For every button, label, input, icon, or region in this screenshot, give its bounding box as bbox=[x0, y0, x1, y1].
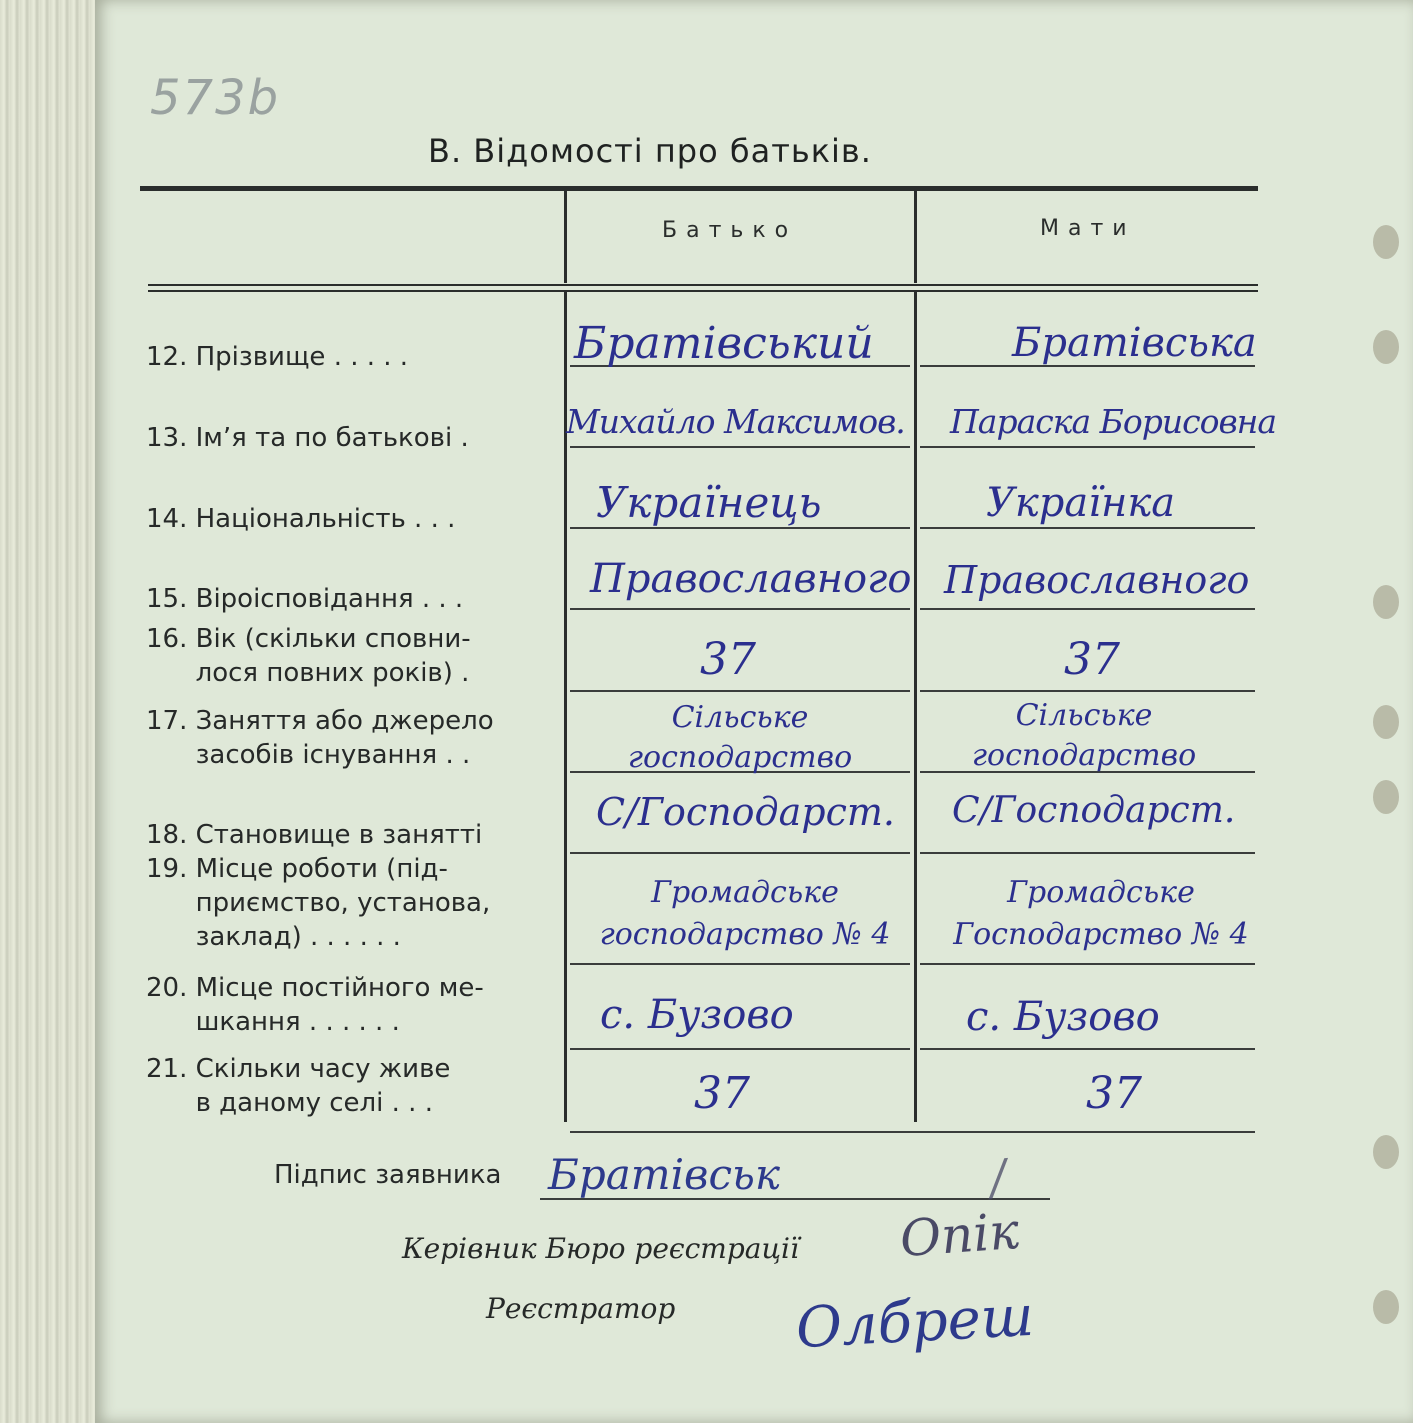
mother-surname: Братівська bbox=[1012, 320, 1257, 366]
column-divider bbox=[564, 190, 567, 283]
column-header-mother: Мати bbox=[1040, 216, 1136, 241]
row-line bbox=[570, 963, 910, 965]
mother-religion: Православного bbox=[944, 558, 1250, 602]
mother-nationality: Українка bbox=[986, 480, 1176, 526]
row-line bbox=[570, 446, 910, 448]
father-religion: Православного bbox=[590, 556, 912, 602]
row-label-surname: 12. Прізвище . . . . . bbox=[146, 342, 409, 372]
header-rule bbox=[148, 290, 1258, 292]
father-workplace: Громадське господарство № 4 bbox=[599, 875, 891, 952]
row-label-religion: 15. Віроісповідання . . . bbox=[146, 584, 464, 614]
pencil-scribble: ∕ bbox=[987, 1149, 1010, 1207]
mother-occupation: Сільське господарство bbox=[971, 698, 1197, 773]
row-line bbox=[920, 963, 1255, 965]
binding-hole bbox=[1373, 330, 1399, 364]
header-rule bbox=[148, 284, 1258, 286]
archive-number: 573b bbox=[150, 70, 281, 126]
row-label-occupation: 17. Заняття або джерело засобів існування . . bbox=[146, 706, 494, 770]
row-line bbox=[570, 1048, 910, 1050]
registrar-label: Реєстратор bbox=[486, 1292, 676, 1325]
row-line bbox=[570, 1131, 1255, 1133]
row-line bbox=[570, 608, 910, 610]
row-label-age: 16. Вік (скільки сповни- лося повних років) . bbox=[146, 624, 471, 688]
binding-hole bbox=[1373, 780, 1399, 814]
binding-hole bbox=[1373, 705, 1399, 739]
row-line bbox=[920, 1048, 1255, 1050]
head-registry-signature: Опік bbox=[898, 1201, 1021, 1269]
father-age: 37 bbox=[700, 634, 756, 685]
mother-time-lived: 37 bbox=[1086, 1068, 1142, 1119]
father-nationality: Українець bbox=[596, 478, 822, 527]
binding-hole bbox=[1373, 225, 1399, 259]
row-label-name: 13. Ім’я та по батькові . bbox=[146, 423, 469, 453]
row-line bbox=[920, 852, 1255, 854]
row-line bbox=[920, 446, 1255, 448]
father-status: С/Господарст. bbox=[596, 790, 896, 834]
row-line bbox=[920, 690, 1255, 692]
column-divider bbox=[914, 292, 917, 1122]
row-label-status-workplace: 18. Становище в занятті 19. Місце роботи (під- приємство, установа, заклад) . . . . . . bbox=[146, 820, 491, 952]
father-name: Михайло Максимов. bbox=[566, 402, 905, 441]
father-residence: с. Бузово bbox=[600, 992, 794, 1038]
head-registry-label: Керівник Бюро реєстрації bbox=[402, 1232, 799, 1265]
mother-status: С/Господарст. bbox=[952, 790, 1236, 831]
row-line bbox=[920, 527, 1255, 529]
row-line bbox=[570, 852, 910, 854]
mother-name: Параска Борисовна bbox=[950, 402, 1277, 441]
column-divider bbox=[914, 190, 917, 283]
book-edge bbox=[0, 0, 110, 1423]
mother-residence: с. Бузово bbox=[966, 994, 1160, 1040]
binding-hole bbox=[1373, 1290, 1399, 1324]
father-time-lived: 37 bbox=[694, 1068, 750, 1119]
row-line bbox=[920, 608, 1255, 610]
mother-workplace: Громадське Господарство № 4 bbox=[953, 875, 1249, 952]
table-top-rule bbox=[140, 186, 1258, 191]
section-title: В. Відомості про батьків. bbox=[428, 132, 872, 170]
row-label-residence: 20. Місце постійного ме- шкання . . . . . . bbox=[146, 973, 484, 1037]
applicant-signature-label: Підпис заявника bbox=[274, 1160, 502, 1190]
row-label-nationality: 14. Національність . . . bbox=[146, 504, 456, 534]
column-header-father: Батько bbox=[662, 218, 798, 243]
registrar-signature: Олбреш bbox=[794, 1283, 1036, 1362]
father-surname: Братівський bbox=[574, 318, 874, 369]
row-line bbox=[570, 690, 910, 692]
binding-hole bbox=[1373, 1135, 1399, 1169]
binding-hole bbox=[1373, 585, 1399, 619]
father-occupation: Сільське господарство bbox=[627, 700, 853, 775]
mother-age: 37 bbox=[1064, 634, 1120, 685]
applicant-signature: Братівськ bbox=[548, 1150, 780, 1199]
row-line bbox=[570, 527, 910, 529]
row-label-time-lived: 21. Скільки часу живе в даному селі . . . bbox=[146, 1054, 451, 1118]
